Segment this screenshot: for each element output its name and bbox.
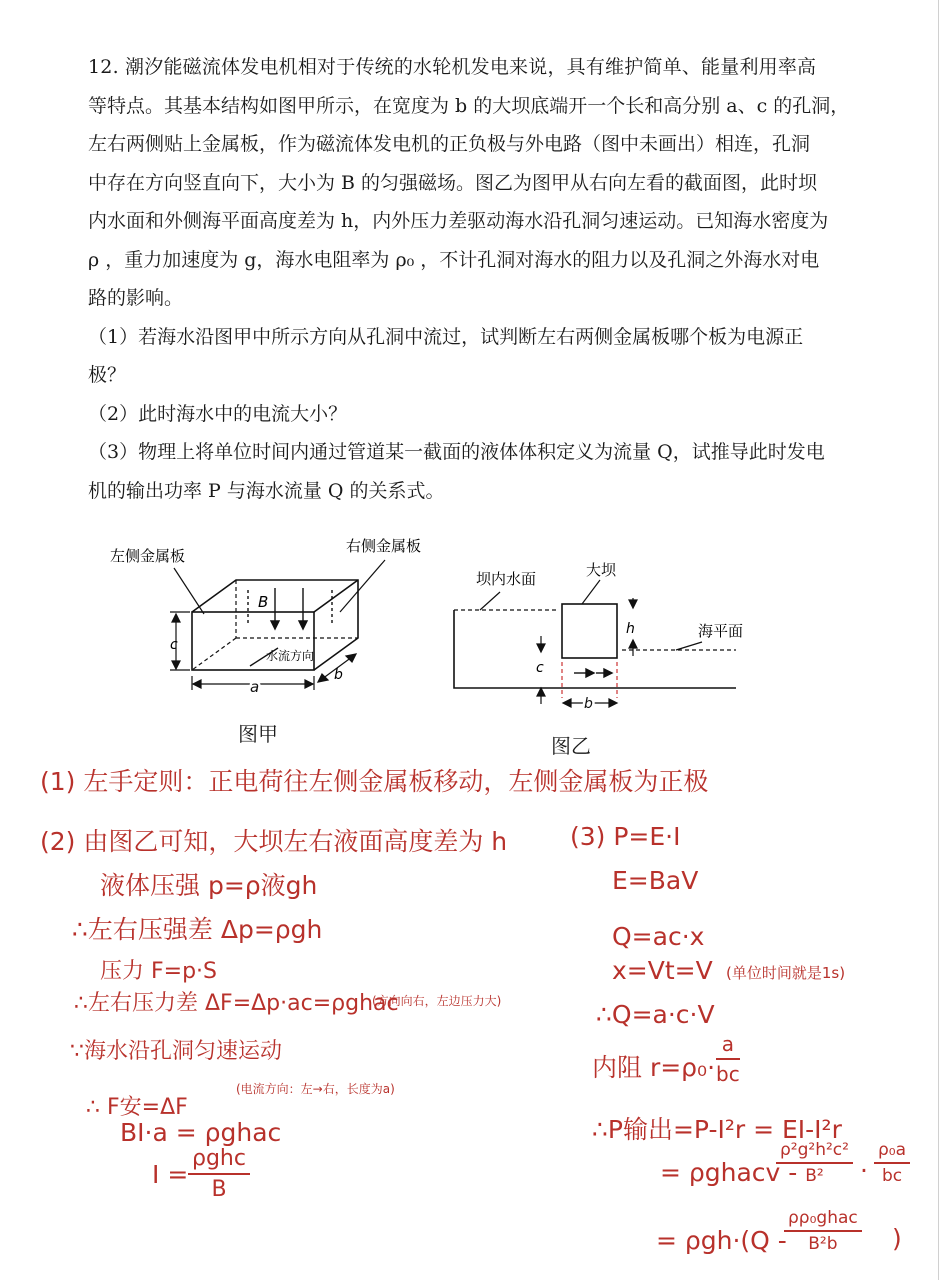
answer-3-line-8-lhs: = ρgh·(Q - [656, 1226, 787, 1255]
frac-numerator: a [716, 1032, 740, 1060]
answer-3-line-1: E=BaV [612, 866, 699, 895]
answer-3-line-7-lhs: = ρghacv - [660, 1158, 798, 1187]
dim-h-label: h [626, 621, 635, 637]
problem-line: 内水面和外侧海平面高度差为 h，内外压力差驱动海水沿孔洞匀速运动。已知海水密度为 [88, 210, 829, 232]
answer-3-line-2: Q=ac·x [612, 922, 705, 951]
answer-3-line-8-frac [784, 1208, 862, 1254]
problem-line: （1）若海水沿图甲中所示方向从孔洞中流过，试判断左右两侧金属板哪个板为电源正 [88, 325, 804, 348]
ground-line [454, 610, 736, 688]
answer-3-line-7-dot: · [860, 1156, 868, 1185]
answer-2-line-8-lhs: I = [152, 1160, 189, 1189]
problem-line: 机的输出功率 P 与海水流量 Q 的关系式。 [88, 479, 445, 502]
figure-b-svg [440, 540, 760, 720]
left-plate-label: 左侧金属板 [110, 547, 186, 565]
figure-a [100, 530, 460, 730]
answer-1: (1) 左手定则：正电荷往左侧金属板移动，左侧金属板为正极 [40, 767, 709, 796]
answer-3-line-6: ∴P输出=P-I²r = EI-I²r [592, 1115, 842, 1144]
answer-3-line-3-note: (单位时间就是1s) [726, 964, 846, 982]
answer-3-line-5-lhs: 内阻 r=ρ₀· [592, 1053, 716, 1082]
answer-2-line-4-note: (方向向右，左边压力大) [372, 994, 502, 1008]
frac-numerator: ρ₀a [874, 1140, 910, 1164]
problem-line: 12. 潮汐能磁流体发电机相对于传统的水轮机发电来说，具有维护简单、能量利用率高 [88, 56, 817, 78]
frac-denominator: bc [881, 1166, 903, 1186]
answer-3-line-7-frac-2 [874, 1140, 910, 1186]
answer-2-line-7: BI·a = ρghac [120, 1118, 282, 1147]
problem-line: ρ ，重力加速度为 g，海水电阻率为 ρ₀ ，不计孔洞对海水的阻力以及孔洞之外海水对电 [88, 248, 820, 271]
answer-3-line-8-rhs: ) [892, 1224, 902, 1253]
problem-line: 左右两侧贴上金属板，作为磁流体发电机的正负极与外电路（图中未画出）相连，孔洞 [88, 133, 811, 155]
problem-line: （2）此时海水中的电流大小？ [88, 402, 348, 425]
field-b-label: B [258, 593, 269, 611]
answer-2-line-1: 液体压强 p=ρ液gh [100, 871, 318, 900]
answer-2-line-6: ∴ F安=ΔF [86, 1095, 188, 1120]
answer-2-title: (2) 由图乙可知，大坝左右液面高度差为 h [40, 827, 508, 856]
problem-line: 路的影响。 [88, 287, 184, 309]
frac-denominator: B² [805, 1166, 824, 1186]
frac-numerator: ρghc [188, 1146, 250, 1175]
dam-box [562, 604, 617, 658]
dim-c-label-b: c [536, 660, 544, 676]
dim-a-label: a [250, 678, 260, 696]
answer-3-line-4: ∴Q=a·c·V [596, 1000, 715, 1029]
figure-b-caption: 图乙 [551, 734, 591, 758]
frac-denominator: B²b [808, 1234, 838, 1254]
problem-text [88, 48, 868, 510]
right-plate-label: 右侧金属板 [346, 537, 422, 555]
answer-3-line-5-frac [716, 1032, 740, 1086]
flow-label: 水流方向 [266, 649, 315, 663]
problem-line: 中存在方向竖直向下，大小为 B 的匀强磁场。图乙为图甲从右向左看的截面图，此时坝 [88, 171, 818, 194]
problem-line: 极？ [88, 364, 127, 386]
frac-denominator: B [211, 1177, 227, 1202]
answer-3-title: (3) P=E·I [570, 822, 681, 851]
answer-3-line-3: x=Vt=V [612, 956, 713, 985]
answer-3-line-7-frac-1 [776, 1140, 853, 1186]
answer-2-line-2: ∴左右压强差 Δp=ρgh [72, 915, 323, 944]
inner-water-label: 坝内水面 [476, 570, 537, 588]
answer-2-line-4: ∴左右压力差 ΔF=Δp·ac=ρghac [74, 991, 399, 1016]
answer-2-line-8-frac [188, 1146, 250, 1202]
figure-b [440, 540, 760, 720]
frac-numerator: ρ²g²h²c² [776, 1140, 853, 1164]
answer-2-line-5: ∵海水沿孔洞匀速运动 [70, 1039, 282, 1064]
answer-2-line-6-note: (电流方向：左→右，长度为a) [236, 1082, 395, 1096]
figure-a-caption: 图甲 [238, 722, 278, 746]
dim-b-label-b: b [584, 696, 593, 712]
dim-c-label: c [170, 637, 178, 653]
frac-denominator: bc [716, 1062, 740, 1086]
figure-a-svg [100, 530, 460, 730]
dam-label: 大坝 [586, 561, 617, 579]
dim-b-label: b [334, 667, 343, 683]
sea-label: 海平面 [698, 622, 744, 640]
frac-numerator: ρρ₀ghac [784, 1208, 862, 1232]
problem-line: 等特点。其基本结构如图甲所示，在宽度为 b 的大坝底端开一个长和高分别 a、c 的孔洞， [88, 94, 850, 117]
answer-2-line-3: 压力 F=p·S [100, 959, 218, 984]
problem-line: （3）物理上将单位时间内通过管道某一截面的液体体积定义为流量 Q，试推导此时发电 [88, 441, 825, 463]
